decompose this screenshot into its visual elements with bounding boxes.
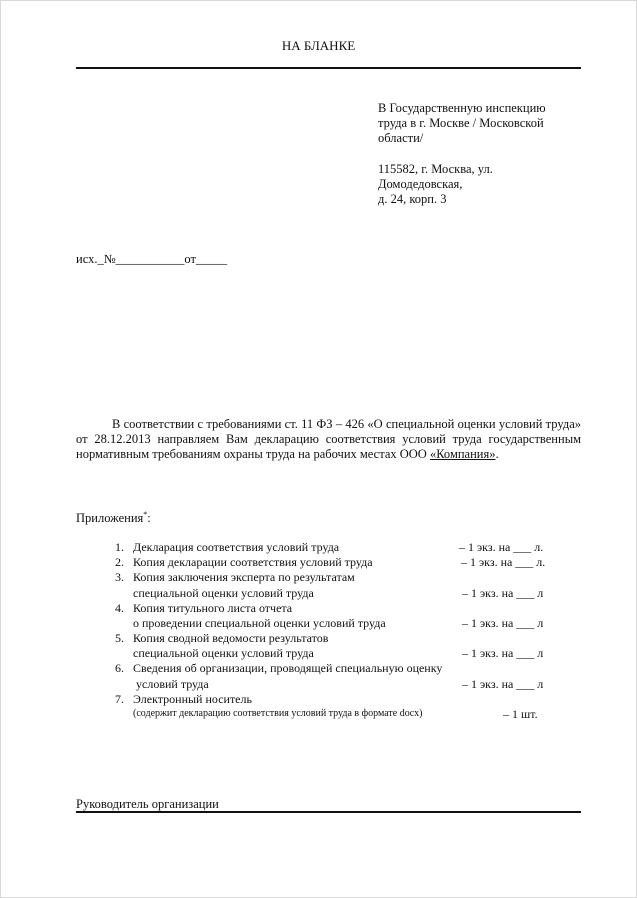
annex-item-quantity: – 1 шт. <box>503 707 538 721</box>
body-paragraph <box>76 417 581 462</box>
header-rule <box>76 67 581 69</box>
annex-item-text: специальной оценки условий труда <box>133 646 314 660</box>
annex-title <box>76 510 151 526</box>
annex-item-number: 4. <box>115 601 124 615</box>
body-text: В соответствии с требованиями ст. 11 ФЗ – 426 «О специальной оценки условий труда» от 28.12.2013 направляем Вам декларацию соответствия условий труда государственным нормативным требованиям охраны труда на рабочих местах ООО <box>76 417 581 461</box>
annex-item-text: условий труда <box>133 677 209 691</box>
annex-item-number: 5. <box>115 631 124 645</box>
annex-item-text: Копия титульного листа отчета <box>133 601 293 615</box>
annex-item-text: Копия декларации соответствия условий труда <box>133 555 373 569</box>
annex-item-quantity: – 1 экз. на ___ л. <box>459 540 544 554</box>
footnote-mark: * <box>143 510 148 519</box>
annex-item-number: 6. <box>115 661 124 675</box>
annex-item-quantity: – 1 экз. на ___ л <box>462 677 544 691</box>
address-line: Домодедовская, <box>378 177 463 191</box>
annex-item-text: Электронный носитель <box>133 692 252 706</box>
addressee-line: области/ <box>378 131 424 145</box>
annex-item-note: (содержит декларацию соответствия условий труда в формате docx) <box>133 708 423 719</box>
outgoing-reference: исх._№___________от_____ <box>76 252 228 266</box>
annex-item-quantity: – 1 экз. на ___ л. <box>461 555 546 569</box>
annex-item-quantity: – 1 экз. на ___ л <box>462 616 544 630</box>
addressee-line: труда в г. Москве / Московской <box>378 116 544 130</box>
signature-rule <box>76 811 581 813</box>
signature-label: Руководитель организации <box>76 797 219 811</box>
annex-item-number: 1. <box>115 540 124 554</box>
body-text-end: . <box>495 447 499 461</box>
annex-item-quantity: – 1 экз. на ___ л <box>462 586 544 600</box>
annex-item-number: 7. <box>115 692 124 706</box>
annex-item-text: о проведении специальной оценки условий труда <box>133 616 386 630</box>
addressee-line: В Государственную инспекцию <box>378 101 546 115</box>
letterhead-label: НА БЛАНКЕ <box>281 38 356 53</box>
address-line: д. 24, корп. 3 <box>378 192 447 206</box>
annex-item-text: Декларация соответствия условий труда <box>133 540 340 554</box>
company-name: «Компания» <box>429 447 496 461</box>
annex-item-number: 2. <box>115 555 124 569</box>
annex-item-text: специальной оценки условий труда <box>133 586 314 600</box>
annex-item-text: Сведения об организации, проводящей специальную оценку <box>133 661 443 675</box>
annex-item-number: 3. <box>115 570 124 584</box>
annex-item-quantity: – 1 экз. на ___ л <box>462 646 544 660</box>
annex-title-text: Приложения <box>76 511 144 526</box>
address-line: 115582, г. Москва, ул. <box>378 162 493 176</box>
annex-item-text: Копия заключения эксперта по результатам <box>133 570 355 584</box>
annex-item-text: Копия сводной ведомости результатов <box>133 631 329 645</box>
annex-title-colon: : <box>147 511 151 526</box>
